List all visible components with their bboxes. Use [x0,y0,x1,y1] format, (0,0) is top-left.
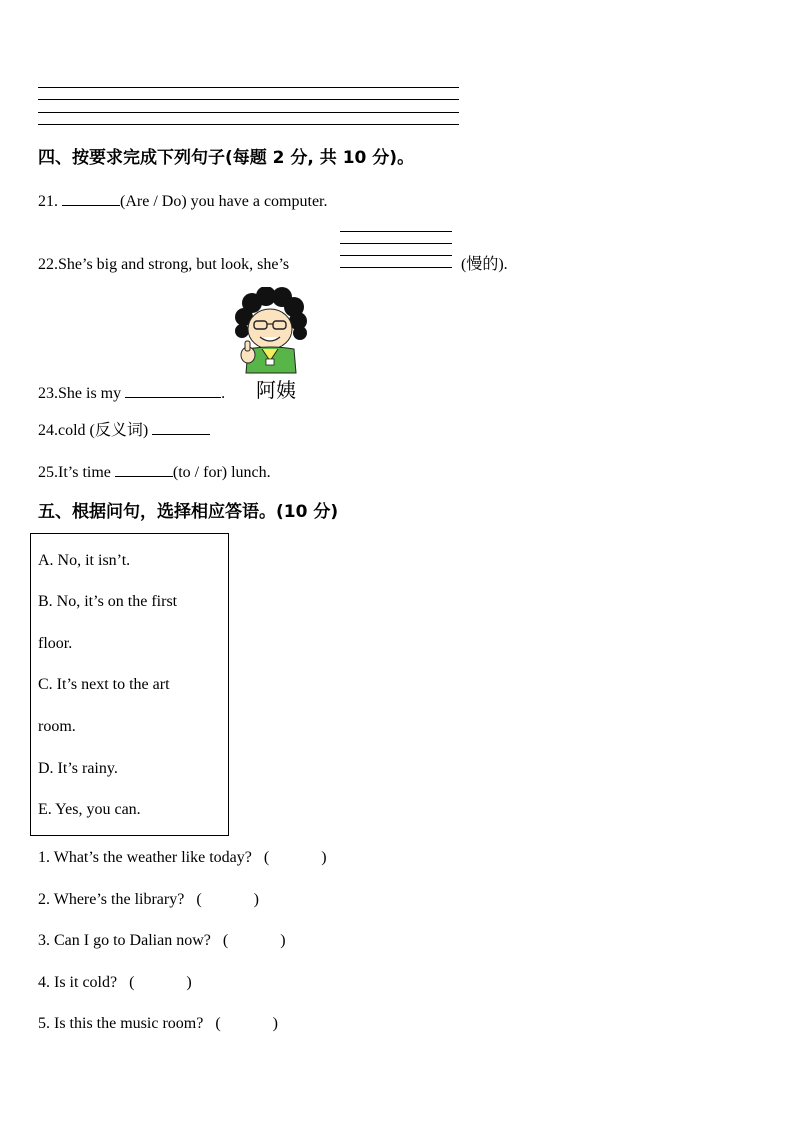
match-question-4-text: 4. Is it cold? [38,974,118,991]
q21-text: (Are / Do) you have a computer. [120,193,328,210]
q22-line-1[interactable] [340,231,452,232]
answer-line-1[interactable] [38,87,459,88]
match-question-5 [38,1014,278,1034]
paren-open: ( [196,891,202,908]
aunt-caption: 阿姨 [256,378,296,402]
match-question-3-text: 3. Can I go to Dalian now? [38,932,211,949]
answer-paren-2[interactable] [196,890,259,910]
match-question-4 [38,973,192,993]
match-question-5-text: 5. Is this the music room? [38,1015,204,1032]
paren-close: ) [321,849,327,866]
match-question-1-text: 1. What’s the weather like today? [38,849,252,866]
paren-close: ) [280,932,286,949]
match-question-1 [38,848,327,868]
q25-blank[interactable] [115,462,173,477]
option-c: C. It’s next to the art [38,676,170,693]
answer-line-3[interactable] [38,112,459,113]
section5-heading: 五、根据问句，选择相应答语。(10 分) [38,502,339,522]
q22-line-3[interactable] [340,255,452,256]
question-22: 22.She’s big and strong, but look, she’s [38,256,290,273]
answer-paren-3[interactable] [223,931,286,951]
option-b: B. No, it’s on the first [38,593,178,610]
option-a: A. No, it isn’t. [38,552,131,569]
q24-blank[interactable] [152,420,210,435]
paren-open: ( [222,932,229,949]
paren-close: ) [272,1015,278,1032]
answer-line-2[interactable] [38,99,459,100]
q24-text: 24.cold (反义词) [38,422,149,439]
paren-close: ) [186,974,192,991]
answer-paren-5[interactable] [215,1014,278,1034]
option-c-cont: room. [38,718,76,735]
answer-paren-1[interactable] [264,848,327,868]
q25-text: 25.It’s time [38,464,111,481]
match-question-3 [38,931,286,951]
question-23 [38,383,225,404]
q21-blank[interactable] [62,191,120,206]
option-e: E. Yes, you can. [38,801,141,818]
paren-close: ) [253,891,259,908]
q21-number: 21. [38,193,58,210]
option-b-cont: floor. [38,635,73,652]
paren-open: ( [215,1015,221,1032]
q25-rest: (to / for) lunch. [172,464,271,481]
q23-text: 23.She is my [38,385,122,402]
match-question-2 [38,890,259,910]
answer-line-4[interactable] [38,124,459,125]
paren-open: ( [129,974,135,991]
q22-line-4[interactable] [340,267,452,268]
match-question-2-text: 2. Where’s the library? [38,891,185,908]
q23-blank[interactable] [125,383,221,398]
question-21 [38,191,327,212]
option-d: D. It’s rainy. [38,760,118,777]
question-24 [38,420,210,441]
paren-open: ( [263,849,270,866]
q23-end: . [221,385,226,402]
answer-paren-4[interactable] [129,973,192,993]
q22-hint: (慢的). [461,256,508,273]
section4-heading: 四、按要求完成下列句子(每题 2 分, 共 10 分)。 [38,148,415,168]
question-25 [38,462,271,483]
q22-line-2[interactable] [340,243,452,244]
